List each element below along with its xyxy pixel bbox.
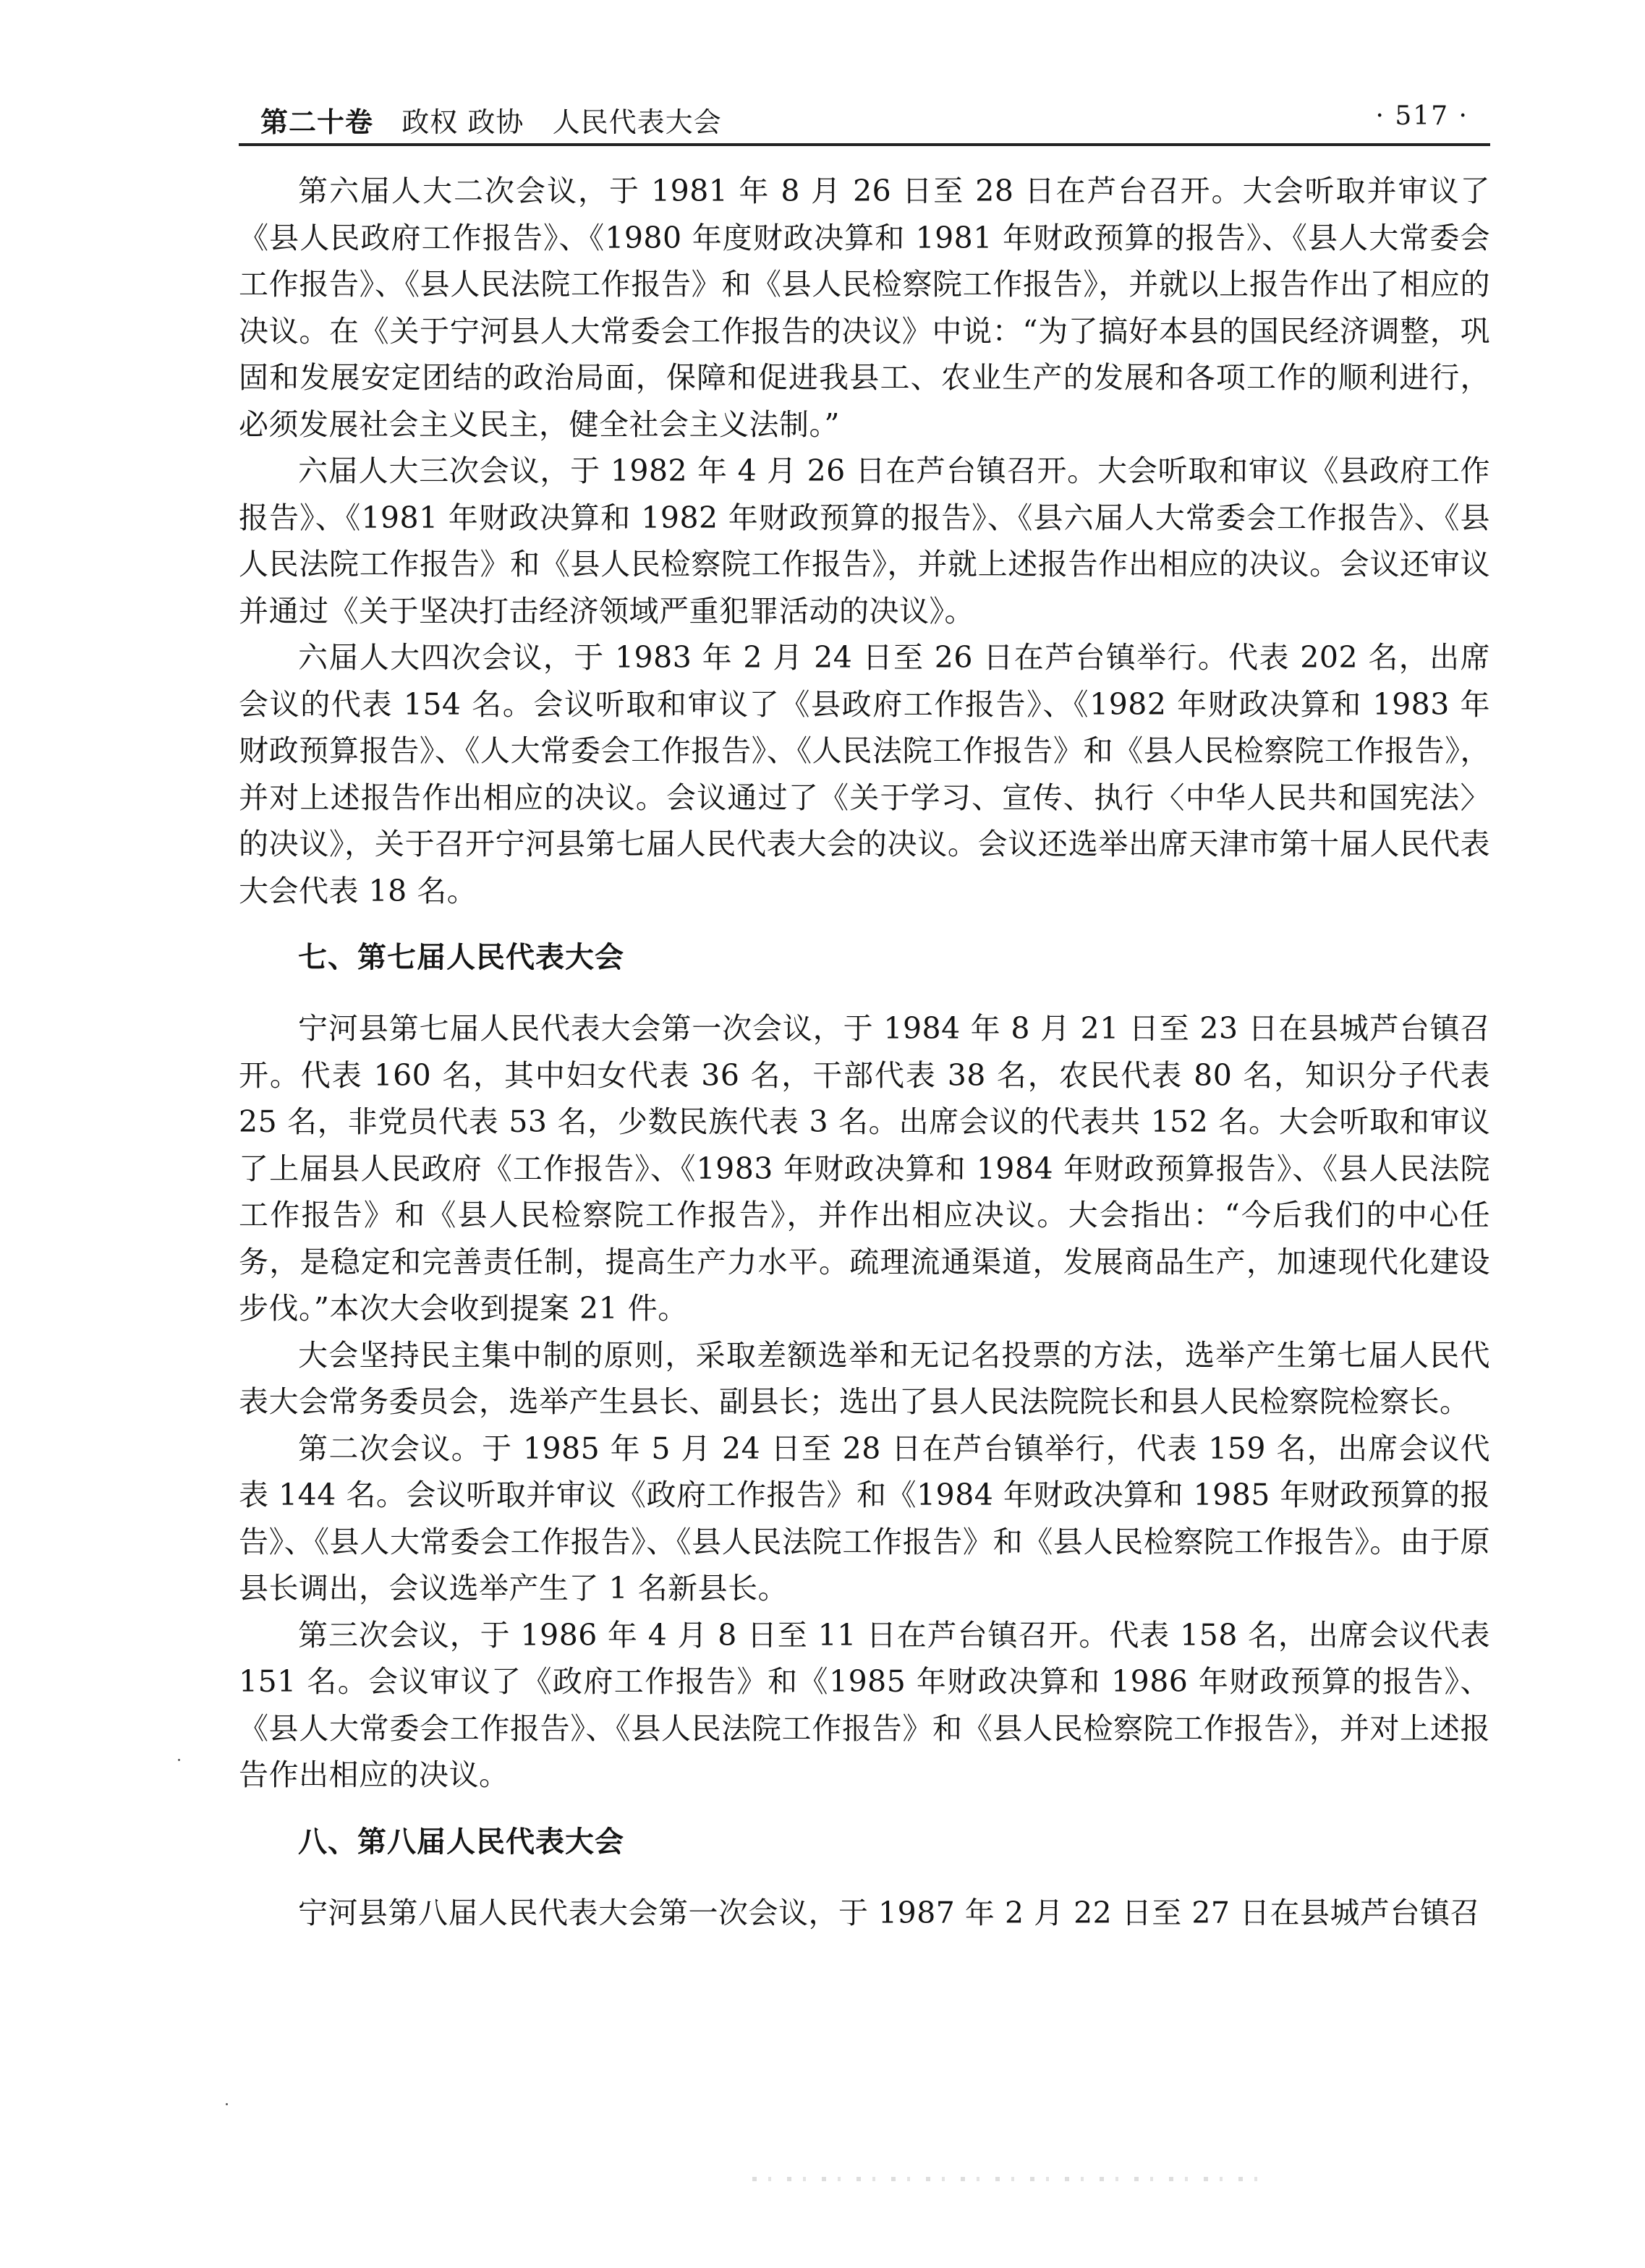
page-number: · 517 · xyxy=(1375,101,1468,131)
header-rule xyxy=(239,143,1490,146)
paragraph: 宁河县第八届人民代表大会第一次会议，于 1987 年 2 月 22 日至 27 日在县城芦台镇召 xyxy=(298,1895,1481,1930)
body-text xyxy=(239,168,1490,1936)
section-heading-8: 八、第八届人民代表大会 xyxy=(298,1825,624,1859)
running-header xyxy=(239,94,1490,145)
paragraph: 六届人大四次会议，于 1983 年 2 月 24 日至 26 日在芦台镇举行。代表 202 名，出席会议的代表 154 名。会议听取和审议了《县政府工作报告》、《1982 年财政决算和 1983 年财政预算报告》、《人大常委会工作报告》、《人民法院工作报告》和《县人民检察院工作报告》，并对上述报告作出相应的决议。会议通过了《关于学习、宣传、执行〈中华人民共和国宪法〉的决议》，关于召开宁河县第七届人民代表大会的决议。会议还选举出席天津市第十届人民代表大会代表 18 名。 xyxy=(239,640,1490,908)
header-section: 政权 政协 xyxy=(401,106,524,138)
header-title xyxy=(260,100,722,140)
paragraph: 大会坚持民主集中制的原则，采取差额选举和无记名投票的方法，选举产生第七届人民代表大会常务委员会，选举产生县长、副县长；选出了县人民法院院长和县人民检察院检察长。 xyxy=(239,1337,1490,1419)
paragraph: 六届人大三次会议，于 1982 年 4 月 26 日在芦台镇召开。大会听取和审议《县政府工作报告》、《1981 年财政决算和 1982 年财政预算的报告》、《县六届人大常委会工作报告》、《县人民法院工作报告》和《县人民检察院工作报告》，并就上述报告作出相应的决议。会议还审议并通过《关于坚决打击经济领域严重犯罪活动的决议》。 xyxy=(239,453,1490,628)
paragraph: 第三次会议，于 1986 年 4 月 8 日至 11 日在芦台镇召开。代表 158 名，出席会议代表 151 名。会议审议了《政府工作报告》和《1985 年财政决算和 1986 年财政预算的报告》、《县人大常委会工作报告》、《县人民法院工作报告》和《县人民检察院工作报告》，并对上述报告作出相应的决议。 xyxy=(239,1617,1490,1792)
paragraph: 第二次会议。于 1985 年 5 月 24 日至 28 日在芦台镇举行，代表 159 名，出席会议代表 144 名。会议听取并审议《政府工作报告》和《1984 年财政决算和 1985 年财政预算的报告》、《县人大常委会工作报告》、《县人民法院工作报告》和《县人民检察院工作报告》。由于原县长调出，会议选举产生了 1 名新县长。 xyxy=(239,1431,1490,1606)
header-topic: 人民代表大会 xyxy=(552,106,722,138)
scan-noise xyxy=(752,2177,1259,2181)
scan-speck xyxy=(226,2103,228,2105)
header-volume: 第二十卷 xyxy=(260,106,374,138)
paragraph: 宁河县第七届人民代表大会第一次会议，于 1984 年 8 月 21 日至 23 日在县城芦台镇召开。代表 160 名，其中妇女代表 36 名，干部代表 38 名，农民代表 80 名，知识分子代表 25 名，非党员代表 53 名，少数民族代表 3 名。出席会议的代表共 152 名。大会听取和审议了上届县人民政府《工作报告》、《1983 年财政决算和 1984 年财政预算报告》、《县人民法院工作报告》和《县人民检察院工作报告》，并作出相应决议。大会指出：“今后我们的中心任务，是稳定和完善责任制，提高生产力水平。疏理流通渠道，发展商品生产，加速现代化建设步伐。”本次大会收到提案 21 件。 xyxy=(239,1011,1490,1326)
section-heading-7: 七、第七届人民代表大会 xyxy=(298,941,624,974)
scan-speck xyxy=(178,1759,180,1761)
paragraph: 第六届人大二次会议，于 1981 年 8 月 26 日至 28 日在芦台召开。大会听取并审议了《县人民政府工作报告》、《1980 年度财政决算和 1981 年财政预算的报告》、《县人大常委会工作报告》、《县人民法院工作报告》和《县人民检察院工作报告》，并就以上报告作出了相应的决议。在《关于宁河县人大常委会工作报告的决议》中说：“为了搞好本县的国民经济调整，巩固和发展安定团结的政治局面，保障和促进我县工、农业生产的发展和各项工作的顺利进行，必须发展社会主义民主，健全社会主义法制。” xyxy=(239,174,1490,442)
